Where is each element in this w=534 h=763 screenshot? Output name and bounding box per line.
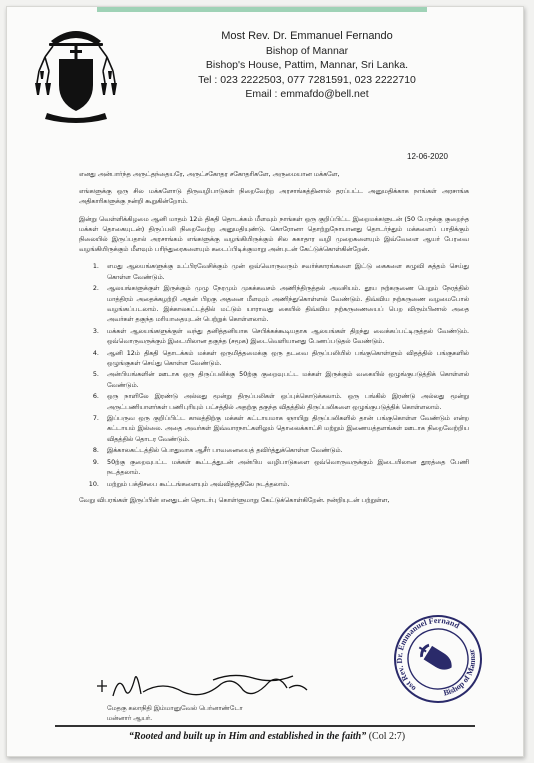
letter-body bbox=[79, 169, 469, 512]
email: Email : emmafdo@bell.net bbox=[245, 88, 369, 100]
guidelines-list bbox=[79, 261, 469, 489]
salutation: எனது அன்பார்ந்த அருட்தந்தையரே, அருட்சகோதர சகோதரிகளே, அருமையான மக்களே, bbox=[79, 170, 340, 178]
closing-line: வேறு விபரங்கள் இருப்பின் எனதுடன் தொடர்பு கொள்ளுமாறு கேட்டுக்கொள்கிறேன். நன்றியுடன் பற்றுள்ள, bbox=[79, 496, 390, 505]
letter-page bbox=[6, 6, 524, 757]
footer-divider bbox=[55, 725, 475, 727]
episcopal-crest-icon bbox=[35, 23, 117, 125]
list-item: 2. ஆலயங்களுக்குள் இருக்கும் முழு நேரமும் முகக்கவசம் அணிந்திருத்தல் அவசியம். தூய நற்கருணை பெறும் நேரத்தில் மாத்திரம் அதைக்கழற்றி அதன் பிறகு அதனை மீளவும் அணிந்துகொள்ளல் வேண்டும். திவ்விய நற்கருணை வழமைபோல் வழங்கப்படலாம். இக்காலகட்டத்தில் மட்டும் யாராவது கையில் திவ்விய நற்கருணையைப் பெற விரும்பினால் அதை அவர்கள் தகுந்த மரியாதையுடன் பெற்றுக் கொள்ளலாம். bbox=[101, 283, 469, 324]
handwritten-signature bbox=[93, 670, 333, 706]
address: Bishop's House, Pattim, Mannar, Sri Lanka. bbox=[205, 59, 409, 71]
signatory-title: மன்னார் ஆயர். bbox=[107, 714, 153, 722]
signature-caption bbox=[107, 703, 243, 723]
signatory-name: மேதகு கலாநிதி இம்மானுவேல் பெர்னாண்டோ bbox=[107, 704, 243, 712]
paragraph-announcement: இன்று வெள்ளிக்கிழமை ஆனி மாதம் 12ம் திகதி தொடக்கம் மீளவும் நாங்கள் ஒரு குறிப்பிட்ட இறைமக்களுடன் (50 பேருக்கு குறைந்த மக்கள் தொகையுடன்) திருப்பலி நிறைவேற்ற அனுமதியுண்டு. கொரோனா தொற்றுநோயானது தொடர்ந்தும் மக்களைப் பாதிக்கும் நிலையில் இருப்பதால் அரசாங்கம் எங்களுக்கு வழங்கியிருக்கும் சில சுகாதார வழி முறைகளையும் இவ்வேளை ஆயர் பேரவை வழங்கியிருக்கும் மீளவும் பரிந்துரைகளையும் கடைப்பிடிக்குமாறு அன்புடன் கேட்டுக்கொள்கின்றேன். bbox=[79, 214, 469, 254]
telephone: Tel : 023 2222503, 077 7281591, 023 2222710 bbox=[198, 73, 416, 86]
list-item: 5. அன்பியங்களின் ஊடாக ஒரு திருப்பலிக்கு 50ற்கு குறைவுபட்ட மக்கள் இருக்கும் வகையில் ஒழுங்குபடுத்திக் கொள்ளல் வேண்டும். bbox=[101, 369, 469, 389]
list-item: 3. மக்கள் ஆலயங்களுக்குள் வந்து தனித்தனியாக செபிக்கக்கூடியதாக ஆலயங்கள் திறந்து வைக்கப்பட்டிருத்தல் வேண்டும். ஒவ்வொருவருக்கும் இடையிலான தகுந்த (சமூக) இடைவெளியானது பேணப்படுதல் வேண்டும். bbox=[101, 326, 469, 346]
svg-text:Bishop of Mannar: Bishop of Mannar bbox=[442, 648, 478, 698]
letterhead bbox=[157, 29, 457, 102]
svg-text:Most Rev. Dr. Emmanuel Fernand: Most Rev. Dr. Emmanuel Fernando bbox=[394, 615, 461, 694]
top-edge-strip bbox=[97, 7, 427, 12]
list-item: 9. 50ற்கு குறைவுபட்ட மக்கள் கூட்டத்துடன் அன்பிய வழிபாடுகளை ஒவ்வொருவருக்கும் இடையிலான தூரத்தை பேணி நடத்தலாம். bbox=[101, 457, 469, 477]
list-item: 7. இப்பருவ ஒரு குறிப்பிட்ட காலத்திற்கு மக்கள் கட்டாயமாக ஞாயிறு திருப்பலிகளில் தான் பங்குகொள்ள வேண்டும் என்ற கட்டாயம் இல்லை. அதை அவர்கள் இவ்வாரநாட்களிலும் தொலைக்காட்சி மற்றும் இணையத்தளங்கள் ஊடாக நிறைவேற்றிய விதத்தில் தொடர வேண்டும். bbox=[101, 413, 469, 444]
list-item: 4. ஆனி 12ம் திகதி தொடக்கம் மக்கள் ஒருமித்தமைக்கு ஒரு தடவை திருப்பலியில் பங்குகொள்ளும் விதத்தில் பங்குகளில் ஒழுங்குகள் செய்து கொள்ள வேண்டும். bbox=[101, 348, 469, 368]
list-item: 10. மற்றும் பக்திசபை கூட்டங்களையும் அவ்வித்ததிலே நடத்தலாம். bbox=[101, 479, 469, 489]
motto-text: “Rooted and built up in Him and established in the faith” bbox=[128, 731, 367, 742]
letter-date: 12-06-2020 bbox=[407, 152, 448, 161]
official-seal-stamp bbox=[392, 613, 484, 705]
bishop-name: Most Rev. Dr. Emmanuel Fernando bbox=[221, 30, 393, 42]
bishop-title: Bishop of Mannar bbox=[265, 44, 349, 57]
footer-motto bbox=[67, 731, 467, 742]
list-item: 8. இக்காலகட்டத்தில் பொதுவாக ஆசீர் பாவனையைத் தவிர்த்துக்கொள்ள வேண்டும். bbox=[101, 445, 469, 455]
list-item: 6. ஒரு நாளிலே இரண்டு அல்லது மூன்று திருப்பலிகள் ஒப்புக்கொடுக்கலாம். ஒரு பங்கில் இரண்டு அல்லது மூன்று அருட்பணியாளர்கள் பணிபுரியும் பட்சத்தில் அதற்கு தகுந்த விதத்தில் திருப்பலிகளை ஒழுங்குபடுத்திக் கொள்ளலாம். bbox=[101, 391, 469, 411]
motto-reference: (Col 2:7) bbox=[368, 731, 406, 742]
paragraph-thanks: எங்களுக்கு ஒரு சில மக்களோடு திருவழிபாடுகள் நிறைவேற்ற அரசாங்கத்தினால் தரப்பட்ட அனுமதிக்காக நாங்கள் அரசாங்க அதிகாரிகளுக்கு நன்றி கூறுகின்றோம். bbox=[79, 187, 469, 206]
list-item: 1. எமது ஆலயங்களுக்கு உட்பிரவேசிக்கும் முன் ஒவ்வொருவரும் சவர்க்காரங்களை இட்டு கைகளை கழுவி சுத்தம் செய்து கொள்ள வேண்டும். bbox=[101, 261, 469, 281]
